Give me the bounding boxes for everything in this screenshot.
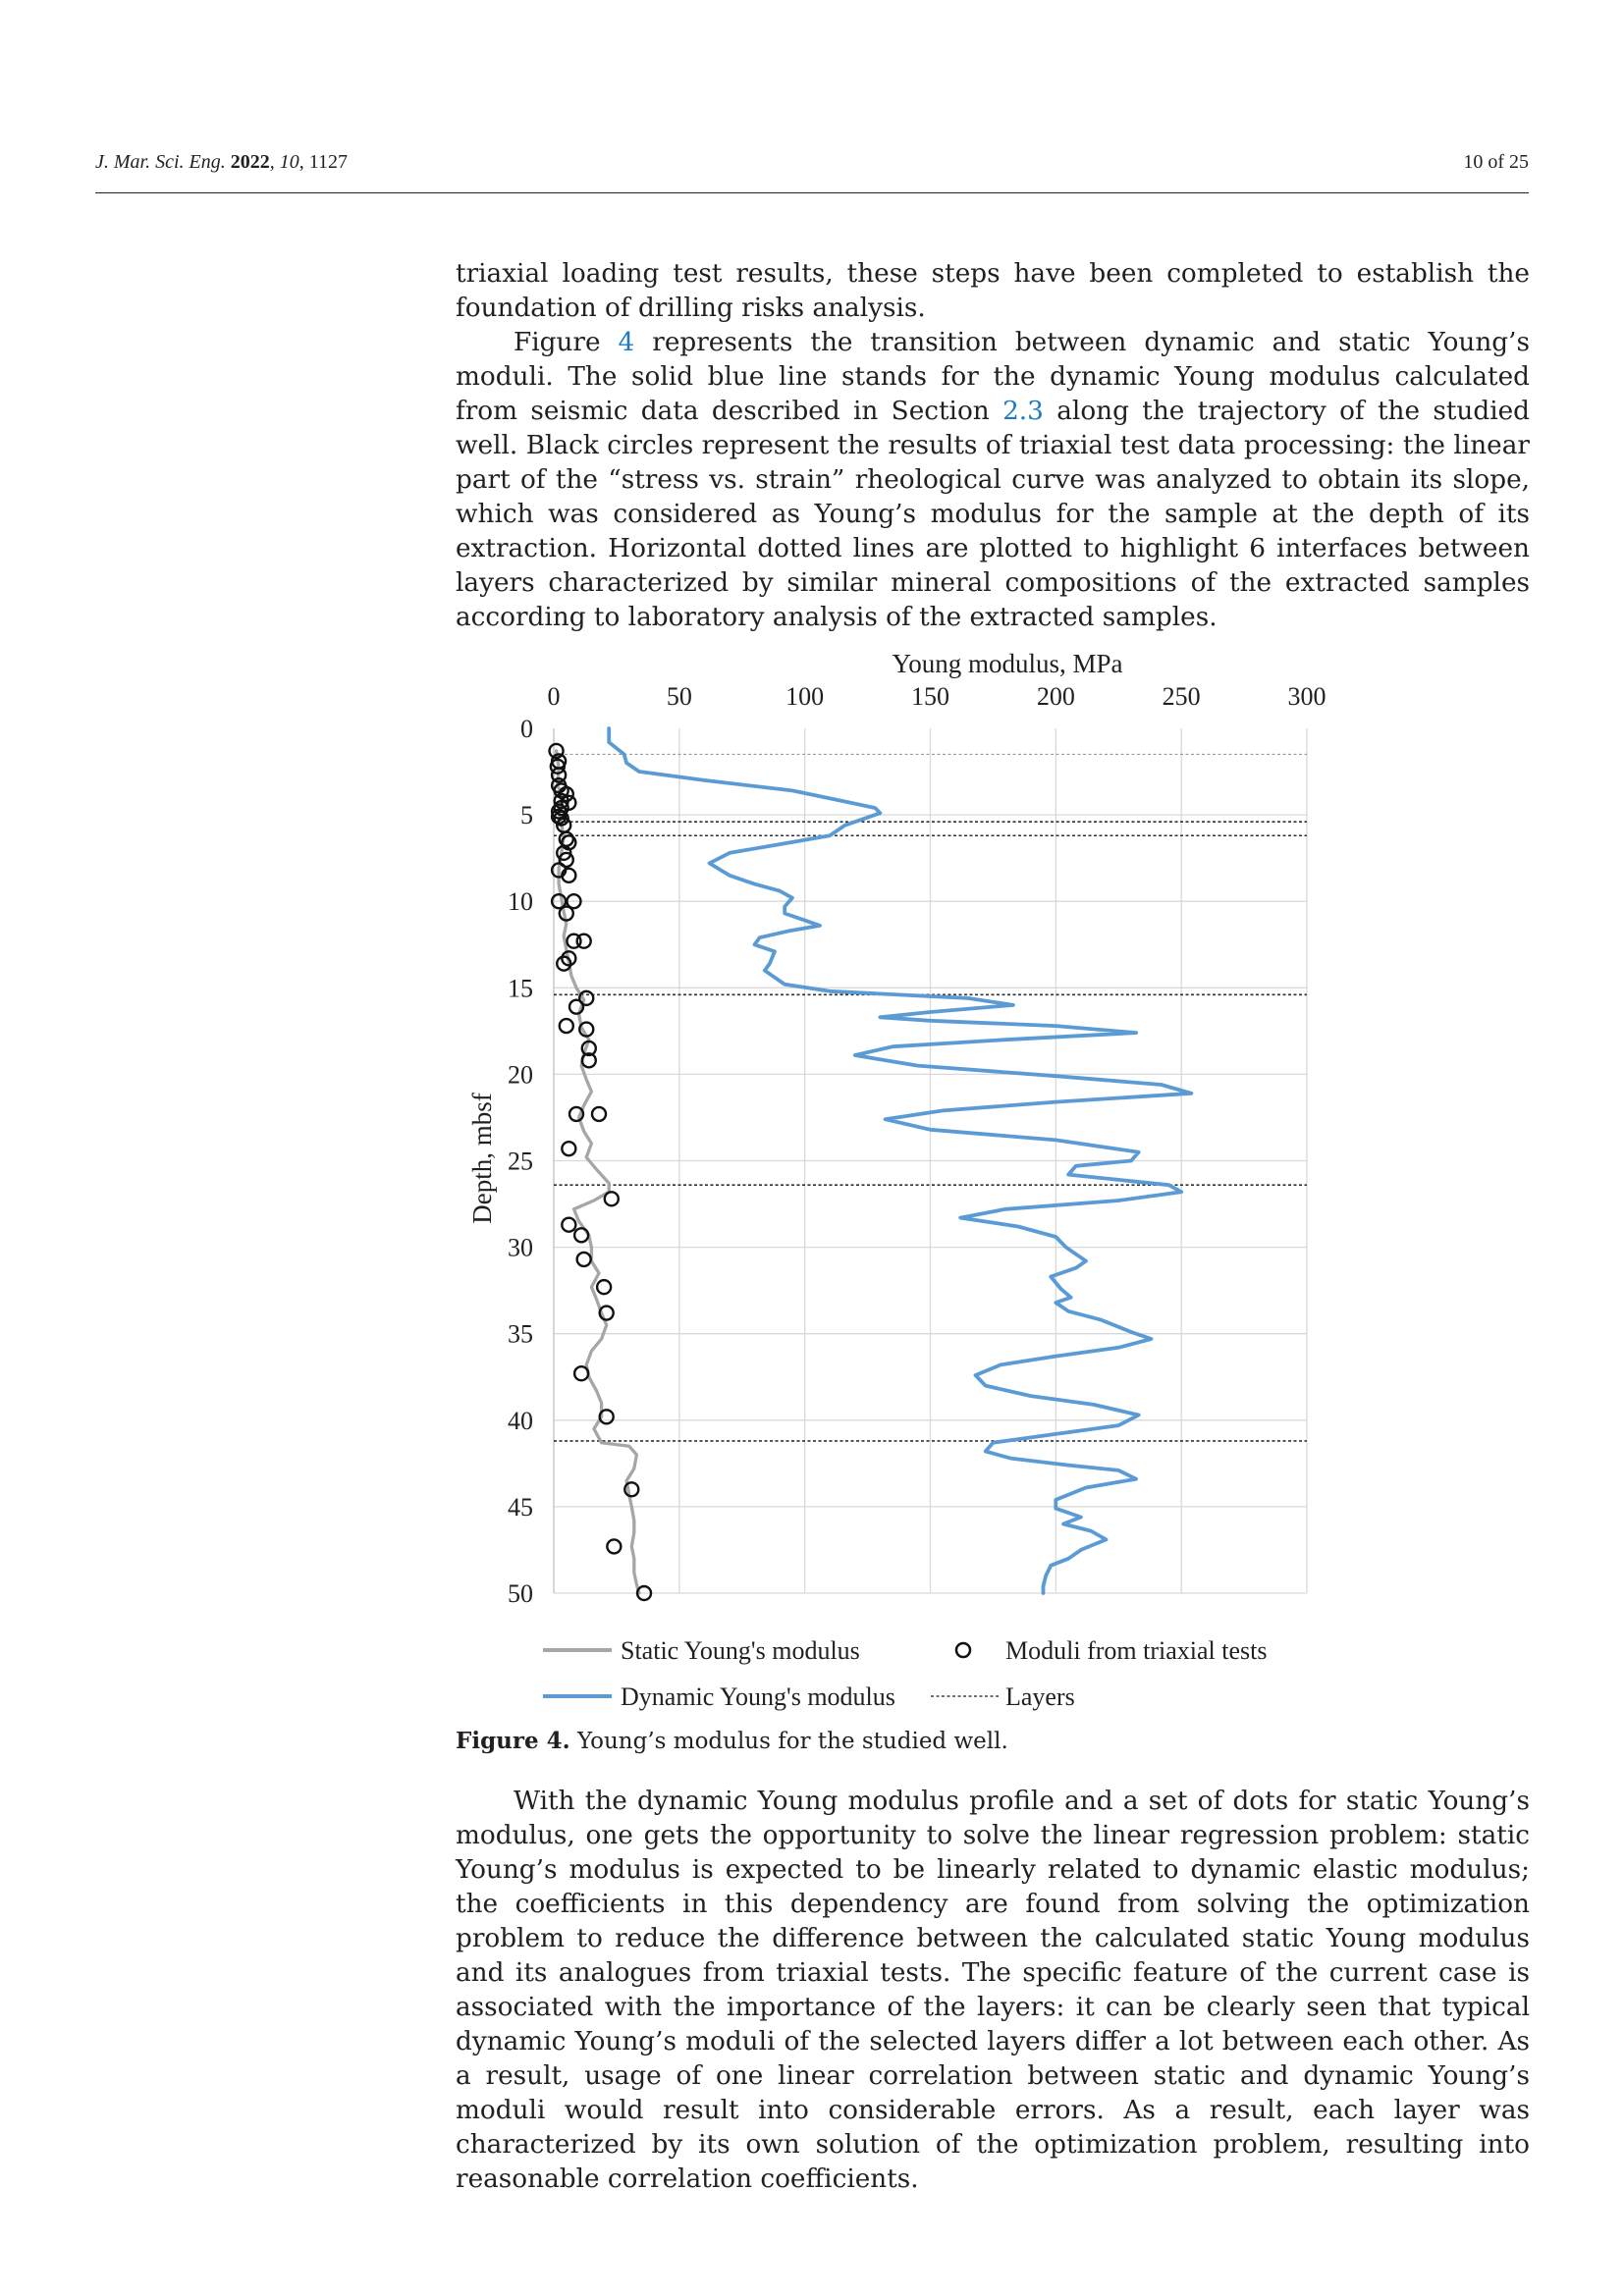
triaxial-point [560,1019,573,1033]
figure-caption [456,1727,1008,1756]
caption-text: Young’s modulus for the studied well. [569,1729,1008,1754]
triaxial-point [597,1280,611,1294]
triaxial-point [592,1107,606,1121]
x-tick-label: 0 [547,682,561,711]
paragraph-2-part1: Figure [514,328,619,357]
triaxial-point [574,1366,588,1380]
triaxial-point [607,1539,621,1553]
triaxial-point [605,1192,619,1205]
y-tick-label: 45 [508,1492,533,1522]
legend-triaxial-swatch [956,1643,970,1657]
x-tick-label: 150 [911,682,949,711]
legend-triaxial-label: Moduli from triaxial tests [1005,1636,1268,1665]
triaxial-point [574,1228,588,1242]
figure-4-link[interactable]: 4 [618,328,635,357]
journal-header: J. Mar. Sci. Eng. 2022, 10, 1127 [95,151,349,173]
y-tick-label: 5 [520,801,533,830]
x-tick-label: 250 [1162,682,1201,711]
x-tick-label: 100 [785,682,825,711]
journal-volume: 10 [279,151,299,173]
paragraph-3: With the dynamic Young modulus profile and a set of dots for static Young’s modulus, one gets the opportunity to solve the linear regression problem: static Young’s modulus is expected to be linearly related to dynamic elastic modulus; the coefficients in this dependency are found from solving the optimization problem to reduce the difference between the calculated static Young modulus and its analogues from triaxial tests. The specific feature of the current case is associated with the importance of the layers: it can be clearly seen that typical dynamic Young’s moduli of the selected layers differ a lot between each other. As a result, usage of one linear correlation between static and dynamic Young’s moduli would result into considerable errors. As a result, each layer was characterized by its own solution of the optimization problem, resulting into reasonable correlation coefficients. [456,1787,1530,2194]
triaxial-point [577,934,591,948]
chart-legend [543,1636,1267,1711]
triaxial-point [577,1253,591,1266]
y-tick-label: 40 [508,1406,533,1435]
section-2-3-link[interactable]: 2.3 [1002,397,1044,426]
y-tick-label: 35 [508,1319,533,1349]
y-tick-label: 30 [508,1233,533,1262]
x-axis-label: Young modulus, MPa [892,649,1123,678]
y-axis-label: Depth, mbsf [467,1093,497,1224]
legend-layers-label: Layers [1005,1682,1075,1711]
paragraph-2-part2: represents the transition between dynamic and static Young’s moduli. The solid blue line stands for the dynamic Young modulus calculated from seismic data described in Section [456,328,1530,426]
triaxial-point [562,1218,575,1232]
triaxial-point [562,1142,575,1155]
paragraph-2-part3: along the trajectory of the studied well. Black circles represent the results of triaxial test data processing: the linear part of the “stress vs. strain” rheological curve was analyzed to obtain its slope, which was considered as Young’s modulus for the sample at the depth of its extraction. Horizontal dotted lines are plotted to highlight 6 interfaces between layers characterized by similar mineral compositions of the extracted samples according to laboratory analysis of the extracted samples. [456,397,1530,632]
page-number: 10 of 25 [1463,151,1529,173]
y-tick-label: 0 [520,715,533,743]
article-number: 1127 [308,151,349,173]
y-tick-label: 20 [508,1060,533,1090]
x-tick-label: 50 [666,682,692,711]
y-tick-label: 10 [508,887,533,917]
x-tick-label: 200 [1036,682,1075,711]
journal-year: 2022 [230,151,270,173]
text-block-bottom [456,1785,1530,2197]
journal-name: J. Mar. Sci. Eng. [95,151,226,173]
chart-grid [554,728,1307,1593]
x-tick-label: 300 [1287,682,1326,711]
paragraph-1: triaxial loading test results, these steps have been completed to establish the foundation of drilling risks analysis. [456,259,1530,323]
caption-label: Figure 4. [456,1728,570,1754]
legend-dynamic-label: Dynamic Young's modulus [621,1682,895,1711]
legend-static-label: Static Young's modulus [621,1636,860,1665]
y-tick-label: 25 [508,1147,533,1176]
y-tick-label: 50 [508,1579,533,1608]
y-tick-label: 15 [508,974,533,1003]
static-modulus-line [557,751,639,1593]
